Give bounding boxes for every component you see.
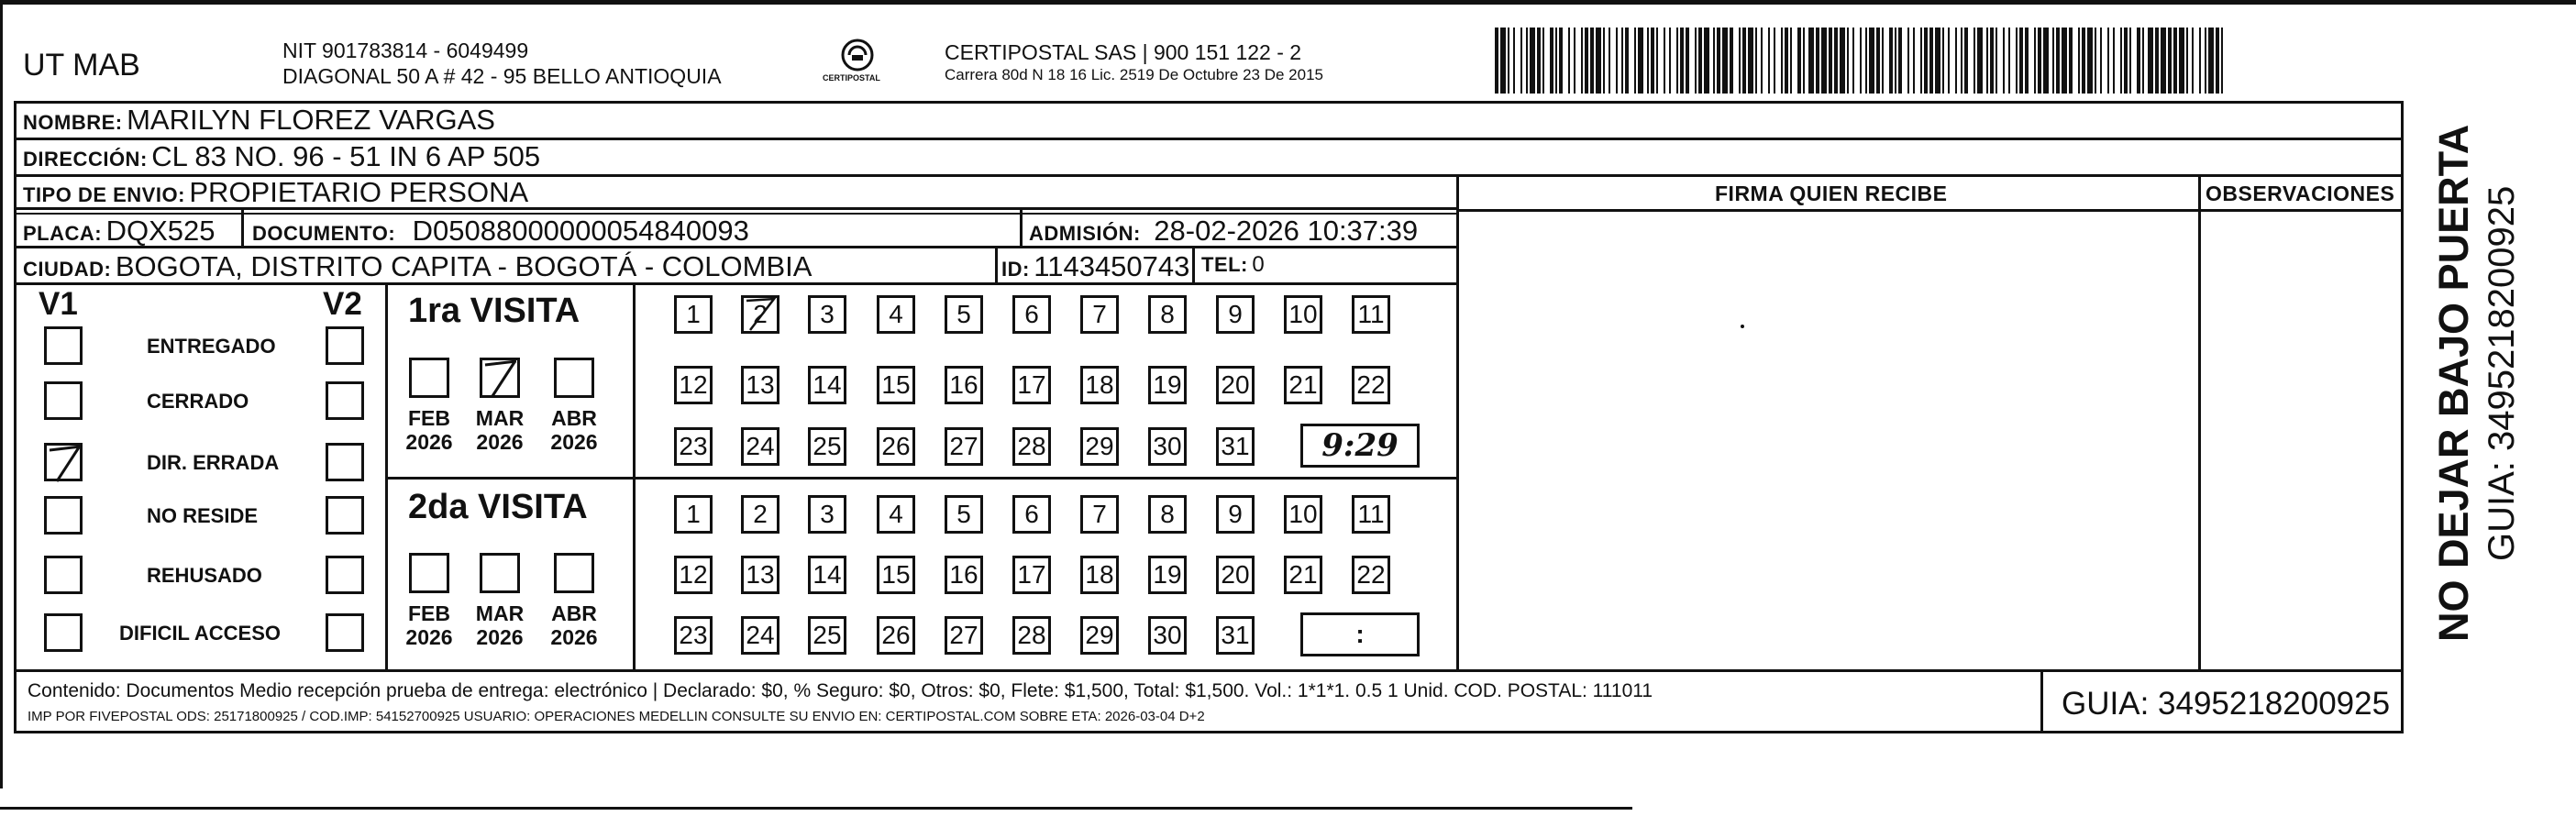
visit1-month-name: FEB — [408, 406, 450, 430]
visit1-day[interactable]: 3 — [808, 295, 846, 334]
barcode-bar — [1603, 28, 1605, 94]
address-row — [23, 140, 540, 173]
visit2-day[interactable]: 23 — [674, 616, 713, 655]
document-value: D05088000000054840093 — [412, 215, 749, 247]
barcode-bar — [1955, 28, 1957, 94]
visit1-day[interactable]: 27 — [945, 427, 983, 466]
visit2-day[interactable]: 10 — [1284, 495, 1322, 534]
barcode-bar — [2137, 28, 2140, 94]
certipostal-logo — [821, 37, 894, 90]
visit2-month-checkbox[interactable] — [480, 553, 520, 593]
barcode-bar — [1889, 28, 1893, 94]
id-value: 1143450743 — [1034, 250, 1190, 282]
col-line — [241, 209, 244, 246]
barcode-bar — [2003, 28, 2005, 94]
visit2-day[interactable]: 22 — [1352, 556, 1390, 594]
signature-area[interactable] — [1460, 213, 2197, 667]
barcode-bar — [2148, 28, 2153, 94]
barcode-bar — [2025, 28, 2029, 94]
barcode-bar — [1695, 28, 1697, 94]
recipient-name: MARILYN FLOREZ VARGAS — [127, 104, 495, 136]
barcode-bar — [1568, 28, 1570, 94]
visit2-day[interactable]: 2 — [741, 495, 779, 534]
barcode-bar — [1638, 28, 1643, 94]
visit2-day[interactable]: 28 — [1012, 616, 1051, 655]
side-notice: NO DEJAR BAJO PUERTA — [2430, 124, 2477, 642]
col-line — [385, 282, 388, 669]
visit1-day[interactable]: 10 — [1284, 295, 1322, 334]
visit1-day[interactable]: 4 — [877, 295, 915, 334]
barcode-bar — [1680, 28, 1684, 94]
barcode-bar — [2087, 28, 2093, 94]
visit1-day[interactable]: 24 — [741, 427, 779, 466]
visit1-day[interactable]: 9 — [1216, 295, 1255, 334]
visit2-day[interactable]: 25 — [808, 616, 846, 655]
visit2-month-name: ABR — [551, 601, 597, 625]
barcode-bar — [2179, 28, 2184, 94]
recipient-address: CL 83 NO. 96 - 51 IN 6 AP 505 — [151, 140, 541, 172]
col-line — [1456, 174, 1459, 669]
v1-checkbox[interactable] — [44, 496, 83, 535]
visit1-month-checkbox[interactable] — [554, 358, 594, 398]
page-top-edge — [0, 0, 2576, 5]
barcode-bar — [2038, 28, 2041, 94]
side-guia: GUIA: 3495218200925 — [2482, 185, 2522, 561]
observations-area[interactable] — [2202, 213, 2402, 667]
col-line — [1020, 209, 1023, 246]
barcode-bar — [1704, 28, 1709, 94]
barcode-bar — [2069, 28, 2073, 94]
barcode-bar — [2019, 28, 2023, 94]
footer-info-line: IMP POR FIVEPOSTAL ODS: 25171800925 / COD.IMP: 54152700925 USUARIO: OPERACIONES MEDELLIN CONSULTE SU ENVIO EN: CERTIPOSTAL.COM SOBRE ETA: 2026-03-04 D+2 — [28, 709, 1205, 724]
barcode-bar — [1530, 28, 1535, 94]
barcode-bar — [1920, 28, 1922, 94]
barcode-bar — [1526, 28, 1528, 94]
barcode-bar — [1513, 28, 1515, 94]
v2-checkbox[interactable] — [326, 443, 364, 481]
barcode-bar — [1508, 28, 1509, 94]
barcode-bar — [1581, 28, 1583, 94]
visit2-day[interactable]: 6 — [1012, 495, 1051, 534]
visit2-month-year: 2026 — [405, 625, 453, 649]
v2-label: V2 — [323, 286, 362, 322]
barcode-bar — [2078, 28, 2080, 94]
visit1-month-checkbox[interactable] — [480, 358, 520, 398]
row-line — [385, 477, 1456, 480]
barcode-bar — [1656, 28, 1658, 94]
barcode-bar — [1942, 28, 1944, 94]
visit1-day[interactable]: 28 — [1012, 427, 1051, 466]
shipment-type-label: TIPO DE ENVIO: — [23, 183, 185, 206]
v1-checkbox[interactable] — [44, 326, 83, 365]
col-line — [2198, 174, 2201, 669]
barcode-bar — [1739, 28, 1741, 94]
barcode-bar — [1781, 28, 1783, 94]
barcode-bar — [1840, 28, 1845, 94]
barcode-bar — [1698, 28, 1702, 94]
visit2-title: 2da VISITA — [408, 488, 588, 526]
barcode-bar — [1647, 28, 1649, 94]
barcode-bar — [1907, 28, 1909, 94]
visit1-day[interactable]: 31 — [1216, 427, 1255, 466]
barcode-bar — [1860, 28, 1862, 94]
barcode-bar — [1924, 28, 1928, 94]
status-option-label: CERRADO — [147, 390, 249, 413]
visit1-day[interactable]: 30 — [1148, 427, 1187, 466]
v2-checkbox[interactable] — [326, 381, 364, 420]
barcode-bar — [2124, 28, 2128, 94]
plate-row — [23, 215, 215, 248]
v2-checkbox[interactable] — [326, 326, 364, 365]
barcode-bar — [1834, 28, 1838, 94]
barcode-bar — [1686, 28, 1689, 94]
barcode-bar — [1537, 28, 1541, 94]
barcode-bar — [1651, 28, 1654, 94]
admission-value: 28-02-2026 10:37:39 — [1154, 215, 1419, 247]
visit2-day[interactable]: 21 — [1284, 556, 1322, 594]
visit1-day[interactable]: 8 — [1148, 295, 1187, 334]
company-address: DIAGONAL 50 A # 42 - 95 BELLO ANTIOQUIA — [282, 64, 722, 88]
barcode-bar — [1929, 28, 1933, 94]
visit1-day[interactable]: 20 — [1216, 366, 1255, 404]
barcode-bar — [1821, 28, 1827, 94]
barcode-bar — [2208, 28, 2214, 94]
barcode-bar — [1996, 28, 1997, 94]
barcode-bar — [1676, 28, 1678, 94]
visit2-day[interactable]: 29 — [1080, 616, 1119, 655]
barcode-bar — [2082, 28, 2085, 94]
barcode-bar — [2216, 28, 2219, 94]
visit2-day[interactable]: 27 — [945, 616, 983, 655]
admission-label: ADMISIÓN: — [1029, 222, 1141, 245]
page-left-edge — [0, 0, 3, 788]
barcode-bar — [2052, 28, 2054, 94]
name-label: NOMBRE: — [23, 111, 123, 134]
visit1-day[interactable]: 23 — [674, 427, 713, 466]
status-option-label: DIR. ERRADA — [147, 451, 280, 474]
v1-checkbox[interactable] — [44, 613, 83, 652]
barcode-bar — [1559, 28, 1563, 94]
visit2-day[interactable]: 11 — [1352, 495, 1390, 534]
barcode-bar — [1616, 28, 1618, 94]
barcode-bar — [1852, 28, 1854, 94]
visit1-day[interactable]: 13 — [741, 366, 779, 404]
v2-checkbox[interactable] — [326, 613, 364, 652]
observations-header: OBSERVACIONES — [2206, 182, 2395, 205]
visit2-day[interactable]: 26 — [877, 616, 915, 655]
company-nit: NIT 901783814 - 6049499 — [282, 39, 529, 62]
barcode-bar — [2056, 28, 2060, 94]
visit1-month-label — [402, 406, 457, 454]
barcode-bar — [1609, 28, 1610, 94]
visit1-day[interactable]: 6 — [1012, 295, 1051, 334]
barcode-bar — [1797, 28, 1801, 94]
barcode-bar — [1742, 28, 1746, 94]
tel-value: 0 — [1252, 252, 1265, 277]
visit1-month-year: 2026 — [476, 430, 524, 454]
visit2-month-name: MAR — [475, 601, 525, 625]
status-option-label: DIFICIL ACCESO — [119, 622, 282, 645]
visit1-day[interactable]: 5 — [945, 295, 983, 334]
visit2-time-box[interactable]: : — [1300, 612, 1420, 656]
barcode-bar — [2142, 28, 2144, 94]
barcode-bar — [1808, 28, 1814, 94]
barcode-bar — [1895, 28, 1896, 94]
city-row — [23, 250, 812, 283]
barcode-bar — [2100, 28, 2102, 94]
visit1-day[interactable]: 11 — [1352, 295, 1390, 334]
barcode-bar — [2062, 28, 2067, 94]
barcode-bar — [1500, 28, 1506, 94]
footer-guia: GUIA: 3495218200925 — [2062, 686, 2391, 722]
barcode-bar — [1876, 28, 1880, 94]
barcode-bar — [1816, 28, 1819, 94]
visit1-time-box[interactable]: 9:29 — [1300, 424, 1420, 468]
visit1-month-checkbox[interactable] — [409, 358, 449, 398]
barcode-bar — [1585, 28, 1588, 94]
barcode-bar — [1964, 28, 1968, 94]
barcode-bar — [2199, 28, 2201, 94]
visit1-title: 1ra VISITA — [408, 292, 580, 330]
barcode-bar — [2008, 28, 2010, 94]
barcode-bar — [2095, 28, 2096, 94]
carrier-license: Carrera 80d N 18 16 Lic. 2519 De Octubre 23 De 2015 — [945, 66, 1323, 83]
visit2-day[interactable]: 24 — [741, 616, 779, 655]
barcode-bar — [1761, 28, 1763, 94]
barcode-bar — [1847, 28, 1849, 94]
ink-dot — [1741, 325, 1744, 328]
visit2-month-label — [472, 601, 527, 649]
visit1-month-label — [472, 406, 527, 454]
tel-row — [1201, 252, 1265, 278]
barcode-bar — [1634, 28, 1636, 94]
barcode-bar — [1990, 28, 1994, 94]
shipment-type-row — [23, 176, 528, 209]
v2-checkbox[interactable] — [326, 556, 364, 594]
barcode-bar — [1555, 28, 1557, 94]
v1-label: V1 — [39, 286, 78, 322]
visit2-month-name: FEB — [408, 601, 450, 625]
visit1-day[interactable]: 18 — [1080, 366, 1119, 404]
barcode-bar — [1596, 28, 1601, 94]
visit2-month-checkbox[interactable] — [554, 553, 594, 593]
col-line — [633, 282, 636, 669]
visit2-day[interactable]: 1 — [674, 495, 713, 534]
barcode-bar — [1986, 28, 1988, 94]
status-option-label: REHUSADO — [147, 564, 262, 587]
tel-label: TEL: — [1201, 253, 1248, 276]
visit2-month-label — [402, 601, 457, 649]
barcode-bar — [1520, 28, 1522, 94]
barcode-bar — [1913, 28, 1915, 94]
address-label: DIRECCIÓN: — [23, 148, 148, 171]
barcode-bar — [1550, 28, 1553, 94]
visit1-day[interactable]: 26 — [877, 427, 915, 466]
barcode-bar — [1664, 28, 1665, 94]
document-label: DOCUMENTO: — [252, 222, 396, 245]
visit2-month-checkbox[interactable] — [409, 553, 449, 593]
city-label: CIUDAD: — [23, 258, 112, 281]
status-option-label: ENTREGADO — [147, 335, 276, 358]
barcode-bar — [2113, 28, 2115, 94]
barcode-bar — [1948, 28, 1950, 94]
barcode-bar — [1869, 28, 1874, 94]
v1-checkbox[interactable] — [44, 443, 83, 481]
barcode-bar — [2129, 28, 2131, 94]
visit2-day[interactable]: 31 — [1216, 616, 1255, 655]
barcode-bar — [1973, 28, 1975, 94]
v1-checkbox[interactable] — [44, 381, 83, 420]
row-line — [1458, 209, 2404, 212]
barcode-bar — [1898, 28, 1902, 94]
barcode-bar — [1669, 28, 1671, 94]
barcode-bar — [1730, 28, 1733, 94]
plate-label: PLACA: — [23, 222, 103, 245]
shipment-type: PROPIETARIO PERSONA — [189, 176, 529, 208]
visit2-day[interactable]: 15 — [877, 556, 915, 594]
barcode-bar — [1621, 28, 1623, 94]
barcode-bar — [1574, 28, 1575, 94]
v2-checkbox[interactable] — [326, 496, 364, 535]
visit2-day[interactable]: 9 — [1216, 495, 1255, 534]
visit2-day[interactable]: 13 — [741, 556, 779, 594]
col-line — [1192, 246, 1195, 282]
visit1-month-label — [547, 406, 602, 454]
visit2-day[interactable]: 19 — [1148, 556, 1187, 594]
barcode-bar — [2034, 28, 2036, 94]
visit2-day[interactable]: 30 — [1148, 616, 1187, 655]
visit1-day[interactable]: 17 — [1012, 366, 1051, 404]
name-row — [23, 104, 495, 137]
barcode-bar — [1717, 28, 1720, 94]
visit1-day[interactable]: 22 — [1352, 366, 1390, 404]
barcode-bar — [2192, 28, 2194, 94]
visit2-day[interactable]: 7 — [1080, 495, 1119, 534]
visit1-day[interactable]: 19 — [1148, 366, 1187, 404]
barcode-bar — [2186, 28, 2188, 94]
barcode-bar — [1755, 28, 1757, 94]
visit2-month-label — [547, 601, 602, 649]
barcode-bar — [1590, 28, 1594, 94]
visit1-day[interactable]: 21 — [1284, 366, 1322, 404]
visit1-day[interactable]: 7 — [1080, 295, 1119, 334]
visit1-day[interactable]: 16 — [945, 366, 983, 404]
plate-value: DQX525 — [105, 215, 216, 247]
footer-content-line: Contenido: Documentos Medio recepción prueba de entrega: electrónico | Declarado: $0, % Seguro: $0, Otros: $0, Flete: $1,500, Total: $1,500. Vol.: 1*1*1. 0.5 1 Unid. COD. POSTAL: 111011 — [28, 680, 1653, 701]
v1-checkbox[interactable] — [44, 556, 83, 594]
barcode-bar — [1542, 28, 1544, 94]
barcode-bar — [2161, 28, 2166, 94]
city-value: BOGOTA, DISTRITO CAPITA - BOGOTÁ - COLOMBIA — [115, 250, 813, 282]
visit1-day[interactable]: 25 — [808, 427, 846, 466]
visit1-day[interactable]: 12 — [674, 366, 713, 404]
col-line — [995, 246, 998, 282]
barcode-bar — [2120, 28, 2122, 94]
visit2-day[interactable]: 18 — [1080, 556, 1119, 594]
document-row — [252, 215, 749, 248]
visit2-day[interactable]: 20 — [1216, 556, 1255, 594]
visit1-month-year: 2026 — [550, 430, 598, 454]
visit1-day[interactable]: 15 — [877, 366, 915, 404]
barcode-bar — [2016, 28, 2018, 94]
barcode-bar — [1865, 28, 1867, 94]
barcode-bar — [1882, 28, 1884, 94]
barcode-bar — [1785, 28, 1788, 94]
barcode-bar — [2168, 28, 2172, 94]
visit1-day[interactable]: 1 — [674, 295, 713, 334]
barcode-bar — [1935, 28, 1940, 94]
id-row — [1001, 250, 1189, 283]
visit2-month-year: 2026 — [550, 625, 598, 649]
barcode-bar — [1722, 28, 1728, 94]
barcode-bar — [1713, 28, 1715, 94]
visit1-day[interactable]: 14 — [808, 366, 846, 404]
barcode-bar — [1803, 28, 1805, 94]
visit1-month-year: 2026 — [405, 430, 453, 454]
barcode-bar — [1625, 28, 1629, 94]
id-label: ID: — [1001, 258, 1030, 281]
visit2-day[interactable]: 12 — [674, 556, 713, 594]
visit2-day[interactable]: 17 — [1012, 556, 1051, 594]
page-bottom-edge — [0, 807, 1632, 810]
visit2-day[interactable]: 14 — [808, 556, 846, 594]
visit2-day[interactable]: 4 — [877, 495, 915, 534]
visit1-month-name: MAR — [475, 406, 525, 430]
barcode-bar — [2107, 28, 2109, 94]
barcode-bar — [1768, 28, 1770, 94]
visit2-day[interactable]: 3 — [808, 495, 846, 534]
company-name: UT MAB — [23, 48, 140, 83]
barcode-bar — [1748, 28, 1753, 94]
barcode-bar — [1961, 28, 1962, 94]
barcode-bar — [2173, 28, 2177, 94]
barcode-bar — [2205, 28, 2206, 94]
visit1-day[interactable]: 29 — [1080, 427, 1119, 466]
barcode-bar — [1829, 28, 1832, 94]
row-line — [14, 669, 2404, 672]
barcode — [1495, 28, 2228, 94]
barcode-bar — [1977, 28, 1983, 94]
barcode-bar — [2221, 28, 2223, 94]
barcode-bar — [1495, 28, 1498, 94]
barcode-bar — [1774, 28, 1775, 94]
barcode-bar — [1790, 28, 1792, 94]
status-option-label: NO RESIDE — [147, 504, 259, 527]
col-line — [2040, 669, 2043, 733]
barcode-bar — [2043, 28, 2049, 94]
visit1-day[interactable]: 2 — [741, 295, 779, 334]
visit2-day[interactable]: 8 — [1148, 495, 1187, 534]
logo-text: CERTIPOSTAL — [823, 73, 880, 83]
visit2-day[interactable]: 5 — [945, 495, 983, 534]
visit2-month-year: 2026 — [476, 625, 524, 649]
admission-row — [1029, 215, 1418, 248]
barcode-bar — [2155, 28, 2159, 94]
visit2-day[interactable]: 16 — [945, 556, 983, 594]
signature-header: FIRMA QUIEN RECIBE — [1715, 182, 1948, 205]
carrier-name: CERTIPOSTAL SAS | 900 151 122 - 2 — [945, 40, 1302, 64]
visit1-month-name: ABR — [551, 406, 597, 430]
